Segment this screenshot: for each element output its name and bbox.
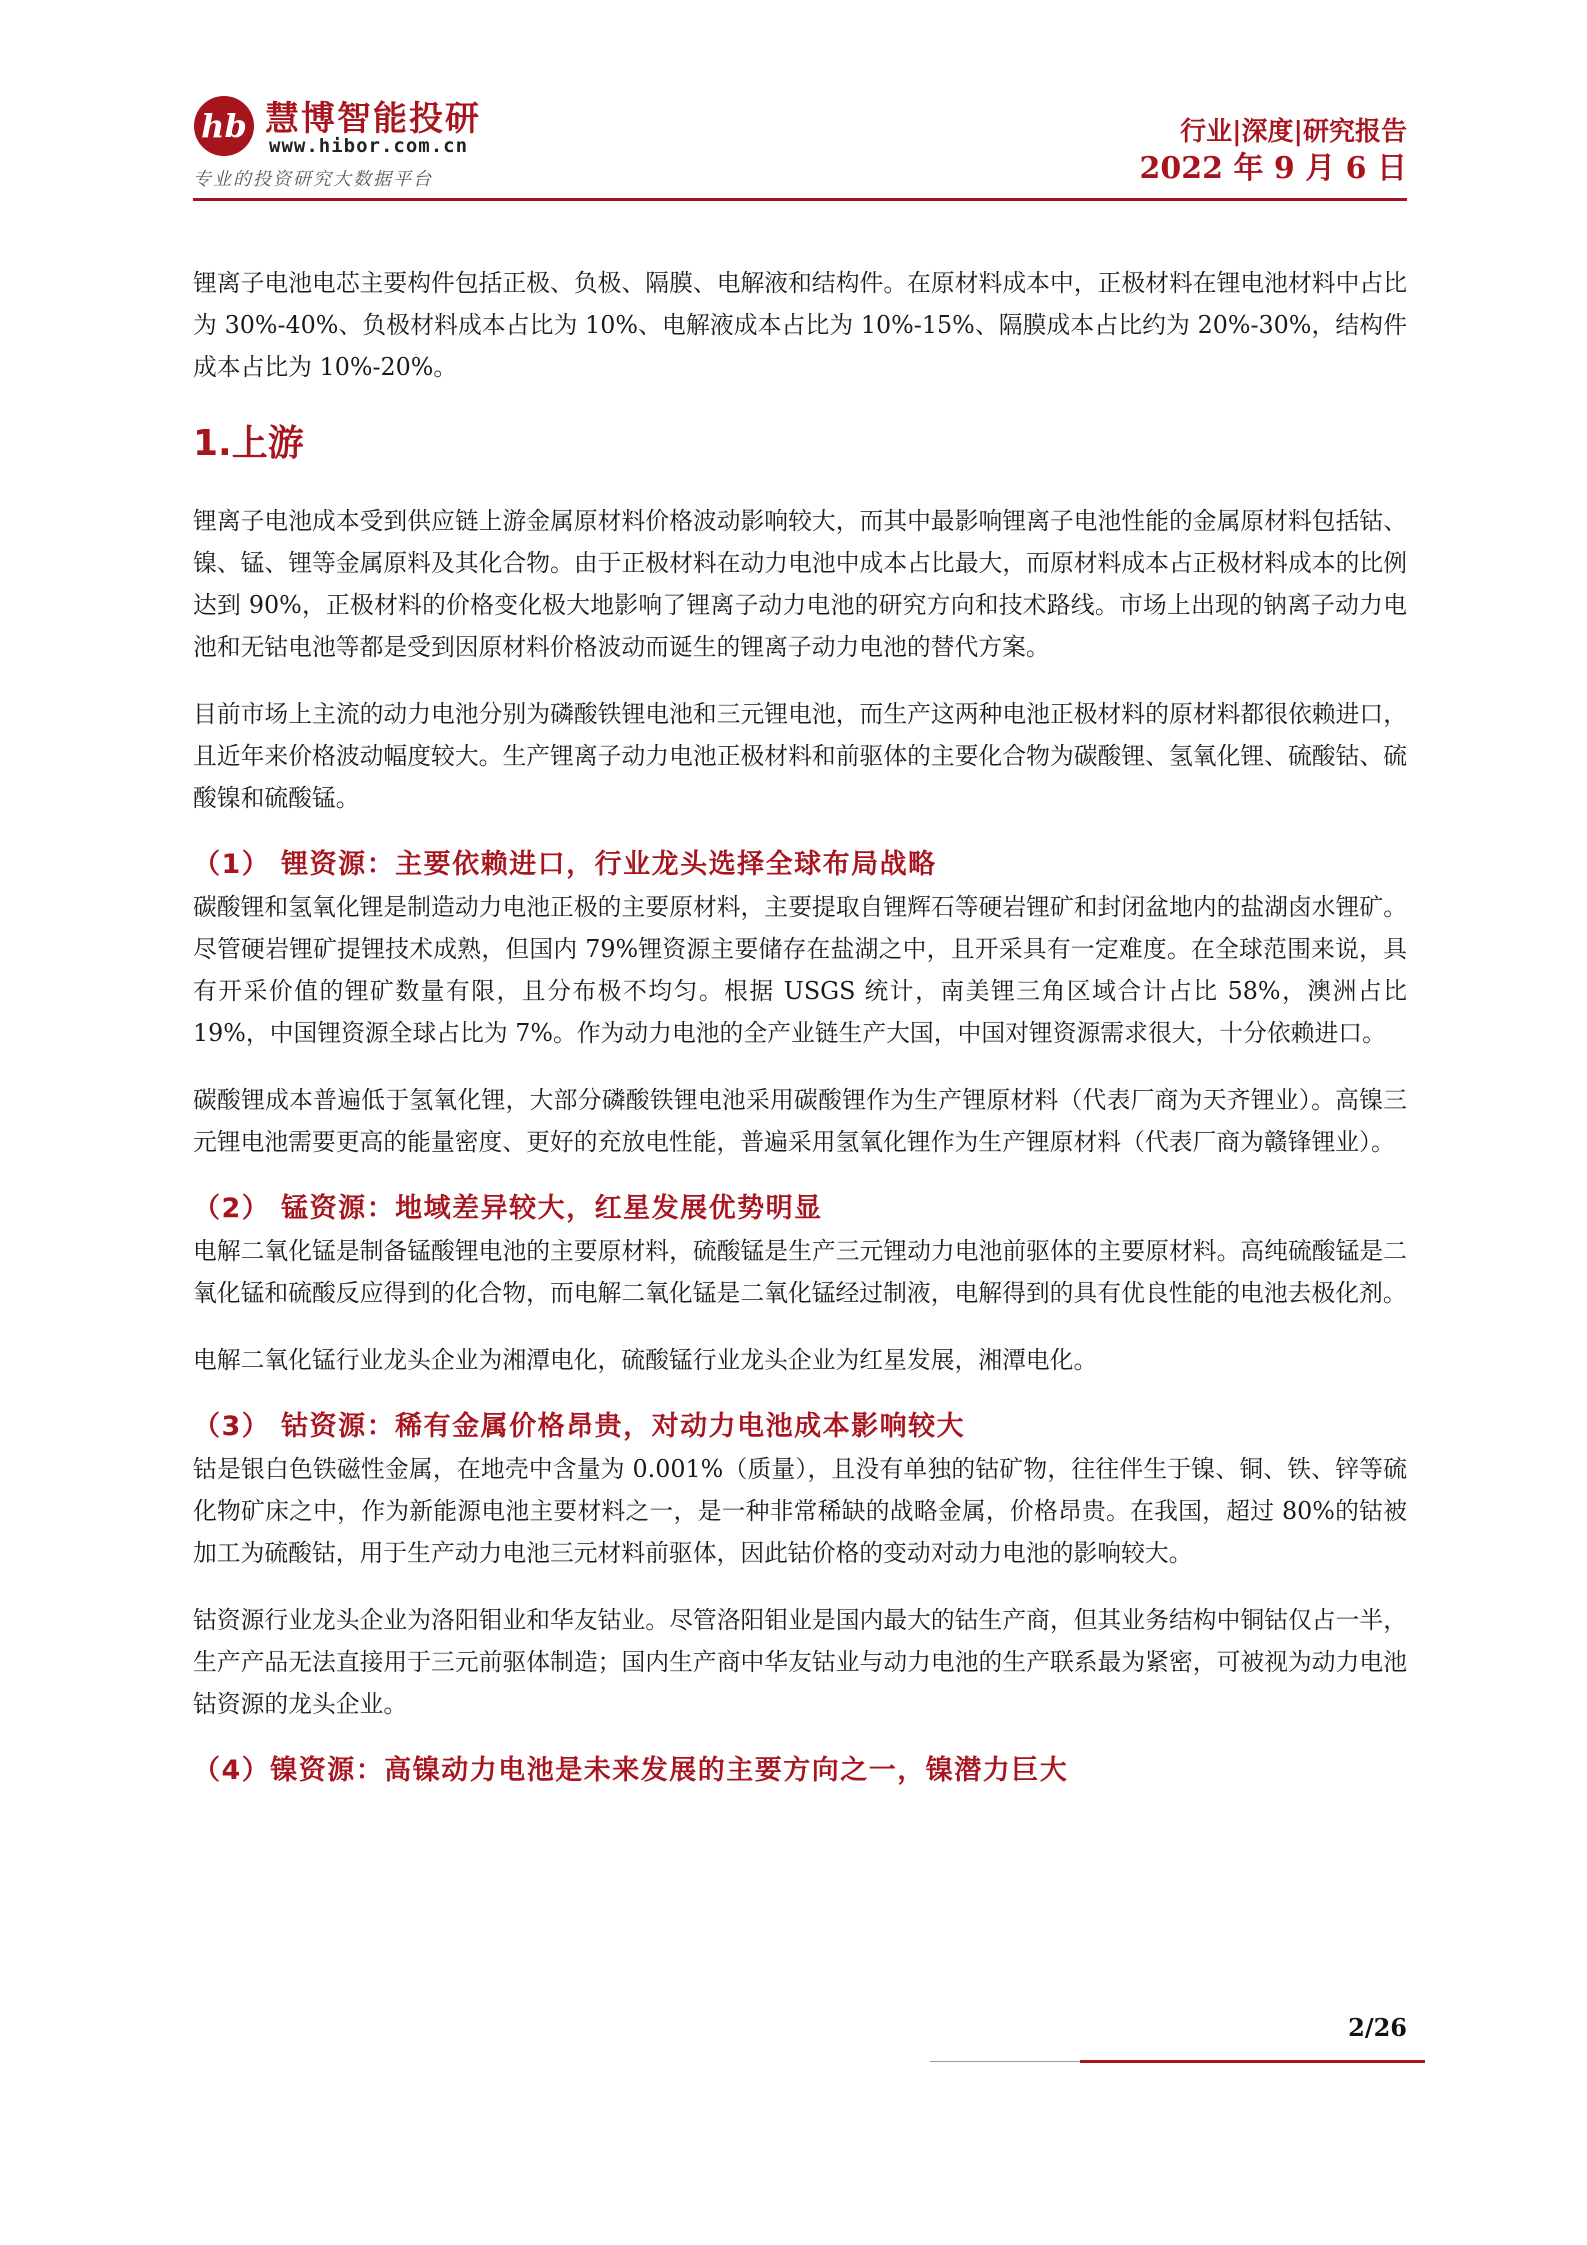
intro-paragraph: 锂离子电池电芯主要构件包括正极、负极、隔膜、电解液和结构件。在原材料成本中，正极材料在锂电池材料中占比为 30%-40%、负极材料成本占比为 10%、电解液成本占比为 10%-15%、隔膜成本占比约为 20%-30%，结构件成本占比为 10%-20%。 xyxy=(193,269,1407,381)
paragraph: 碳酸锂和氢氧化锂是制造动力电池正极的主要原材料，主要提取自锂辉石等硬岩锂矿和封闭盆地内的盐湖卤水锂矿。尽管硬岩锂矿提锂技术成熟，但国内 79%锂资源主要储存在盐湖之中，且开采具有一定难度。在全球范围来说，具有开采价值的锂矿数量有限，且分布极不均匀。根据 USGS 统计，南美锂三角区域合计占比 58%，澳洲占比 19%，中国锂资源全球占比为 7%。作为动力电池的全产业链生产大国，中国对锂资源需求很大，十分依赖进口。 xyxy=(193,893,1407,1047)
subsection-title-manganese: （2） 锰资源：地域差异较大，红星发展优势明显 xyxy=(193,1193,823,1224)
brand-url[interactable]: www.hibor.com.cn xyxy=(269,135,469,157)
paragraph: 钴是银白色铁磁性金属，在地壳中含量为 0.001%（质量），且没有单独的钴矿物，往往伴生于镍、铜、铁、锌等硫化物矿床之中，作为新能源电池主要材料之一，是一种非常稀缺的战略金属，价格昂贵。在我国，超过 80%的钴被加工为硫酸钴，用于生产动力电池三元材料前驱体，因此钴价格的变动对动力电池的影响较大。 xyxy=(193,1455,1407,1567)
report-type: 行业|深度|研究报告 xyxy=(1180,117,1407,147)
section-title: 1.上游 xyxy=(193,423,304,464)
brand-name: 慧博智能投研 xyxy=(265,99,481,139)
paragraph: 钴资源行业龙头企业为洛阳钼业和华友钴业。尽管洛阳钼业是国内最大的钴生产商，但其业务结构中铜钴仅占一半，生产产品无法直接用于三元前驱体制造；国内生产商中华友钴业与动力电池的生产联系最为紧密，可被视为动力电池钴资源的龙头企业。 xyxy=(193,1606,1407,1718)
header-divider xyxy=(193,198,1407,201)
logo-lettering: hb xyxy=(201,107,247,145)
report-body xyxy=(193,262,1407,1792)
footer-divider-thick xyxy=(1080,2060,1425,2063)
paragraph: 碳酸锂成本普遍低于氢氧化锂，大部分磷酸铁锂电池采用碳酸锂作为生产锂原材料（代表厂商为天齐锂业）。高镍三元锂电池需要更高的能量密度、更好的充放电性能，普遍采用氢氧化锂作为生产锂原材料（代表厂商为赣锋锂业）。 xyxy=(193,1086,1407,1156)
page-number: 2/26 xyxy=(1348,2013,1407,2042)
subsection-title-lithium: （1） 锂资源：主要依赖进口，行业龙头选择全球布局战略 xyxy=(193,849,937,880)
paragraph: 目前市场上主流的动力电池分别为磷酸铁锂电池和三元锂电池，而生产这两种电池正极材料的原材料都很依赖进口，且近年来价格波动幅度较大。生产锂离子动力电池正极材料和前驱体的主要化合物为碳酸锂、氢氧化锂、硫酸钴、硫酸镍和硫酸锰。 xyxy=(193,700,1407,812)
report-date: 2022 年 9 月 6 日 xyxy=(1139,151,1407,186)
footer-divider-thin xyxy=(930,2061,1080,2062)
report-info xyxy=(1140,115,1407,189)
page-header xyxy=(193,95,1407,195)
subsection-title-cobalt: （3） 钴资源：稀有金属价格昂贵，对动力电池成本影响较大 xyxy=(193,1411,966,1442)
subsection-title-nickel: （4）镍资源：高镍动力电池是未来发展的主要方向之一，镍潜力巨大 xyxy=(193,1755,1069,1786)
paragraph: 电解二氧化锰是制备锰酸锂电池的主要原材料，硫酸锰是生产三元锂动力电池前驱体的主要原材料。高纯硫酸锰是二氧化锰和硫酸反应得到的化合物，而电解二氧化锰是二氧化锰经过制液，电解得到的具有优良性能的电池去极化剂。 xyxy=(193,1237,1407,1307)
paragraph: 电解二氧化锰行业龙头企业为湘潭电化，硫酸锰行业龙头企业为红星发展，湘潭电化。 xyxy=(193,1346,1098,1374)
brand-slogan: 专业的投资研究大数据平台 xyxy=(193,169,433,190)
hibor-logo-icon xyxy=(193,95,255,157)
paragraph: 锂离子电池成本受到供应链上游金属原材料价格波动影响较大，而其中最影响锂离子电池性能的金属原材料包括钴、镍、锰、锂等金属原料及其化合物。由于正极材料在动力电池中成本占比最大，而原材料成本占正极材料成本的比例达到 90%，正极材料的价格变化极大地影响了锂离子动力电池的研究方向和技术路线。市场上出现的钠离子动力电池和无钴电池等都是受到因原材料价格波动而诞生的锂离子动力电池的替代方案。 xyxy=(193,507,1407,661)
